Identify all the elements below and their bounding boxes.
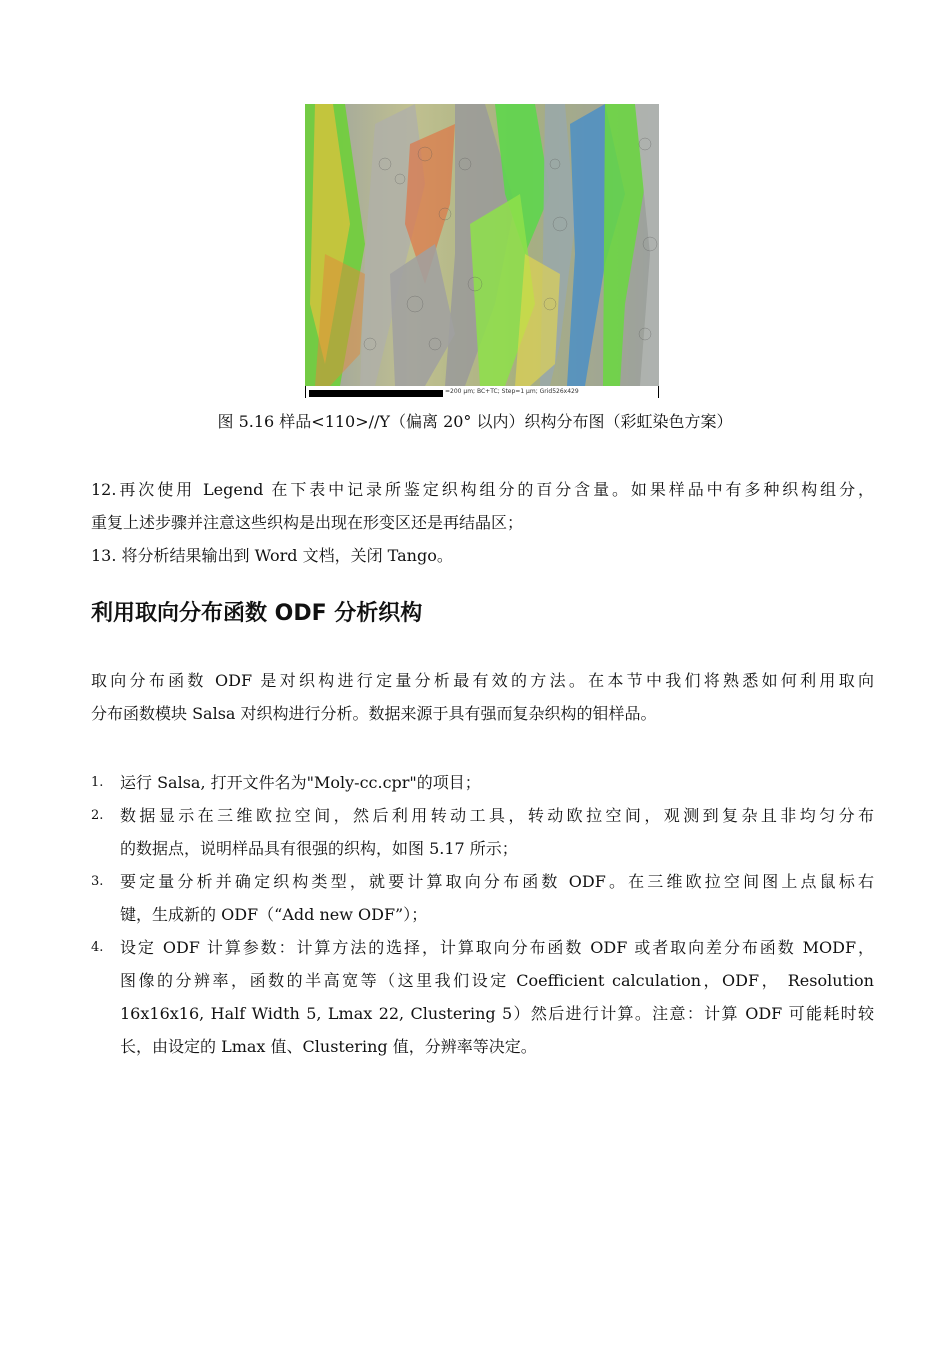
step-12-line-1: 12.再次使用 Legend 在下表中记录所鉴定织构组分的百分含量。如果样品中有多种织构组分， xyxy=(91,480,874,499)
steps-paragraph xyxy=(91,473,874,572)
list-item-line: 图像的分辨率，函数的半高宽等（这里我们设定 Coefficient calculation，ODF， Resolution xyxy=(120,971,874,990)
list-item xyxy=(91,799,874,865)
list-item-line: 的数据点，说明样品具有很强的织构，如图 5.17 所示； xyxy=(120,839,518,858)
procedure-list xyxy=(91,766,874,1063)
list-item-line: 16x16x16, Half Width 5, Lmax 22, Clustering 5）然后进行计算。注意：计算 ODF 可能耗时较 xyxy=(120,1004,874,1023)
scale-bar xyxy=(305,386,659,398)
list-item-line: 运行 Salsa, 打开文件名为"Moly-cc.cpr"的项目； xyxy=(120,773,481,792)
scale-bar-text: =200 μm; BC+TC; Step=1 μm; Grid526x429 xyxy=(445,388,579,395)
list-number: 3. xyxy=(91,874,104,889)
figure-5-16 xyxy=(305,104,659,398)
intro-line-2: 分布函数模块 Salsa 对织构进行分析。数据来源于具有强而复杂织构的钼样品。 xyxy=(91,704,657,723)
section-heading: 利用取向分布函数 ODF 分析织构 xyxy=(91,601,423,626)
section-intro xyxy=(91,664,874,730)
step-13-line: 13. 将分析结果输出到 Word 文档，关闭 Tango。 xyxy=(91,546,453,565)
list-number: 2. xyxy=(91,808,104,823)
scale-bar-marker xyxy=(309,390,443,397)
list-item-line: 键，生成新的 ODF（“Add new ODF”）； xyxy=(120,905,428,924)
step-12-line-2: 重复上述步骤并注意这些织构是出现在形变区还是再结晶区； xyxy=(91,513,524,532)
list-item xyxy=(91,766,874,799)
intro-line-1: 取向分布函数 ODF 是对织构进行定量分析最有效的方法。在本节中我们将熟悉如何利用取向 xyxy=(91,671,874,690)
list-item-line: 长，由设定的 Lmax 值、Clustering 值，分辨率等决定。 xyxy=(120,1037,537,1056)
list-item-line: 要定量分析并确定织构类型，就要计算取向分布函数 ODF。在三维欧拉空间图上点鼠标右 xyxy=(120,872,874,891)
ebsd-texture-map-image xyxy=(305,104,659,386)
list-item-line: 设定 ODF 计算参数：计算方法的选择，计算取向分布函数 ODF 或者取向差分布函数 MODF， xyxy=(120,938,874,957)
list-item-line: 数据显示在三维欧拉空间，然后利用转动工具，转动欧拉空间，观测到复杂且非均匀分布 xyxy=(120,806,874,825)
list-item xyxy=(91,865,874,931)
figure-caption: 图 5.16 样品<110>//Y（偏离 20° 以内）织构分布图（彩虹染色方案） xyxy=(217,412,733,431)
list-item xyxy=(91,931,874,1063)
list-number: 1. xyxy=(91,775,104,790)
list-number: 4. xyxy=(91,940,104,955)
